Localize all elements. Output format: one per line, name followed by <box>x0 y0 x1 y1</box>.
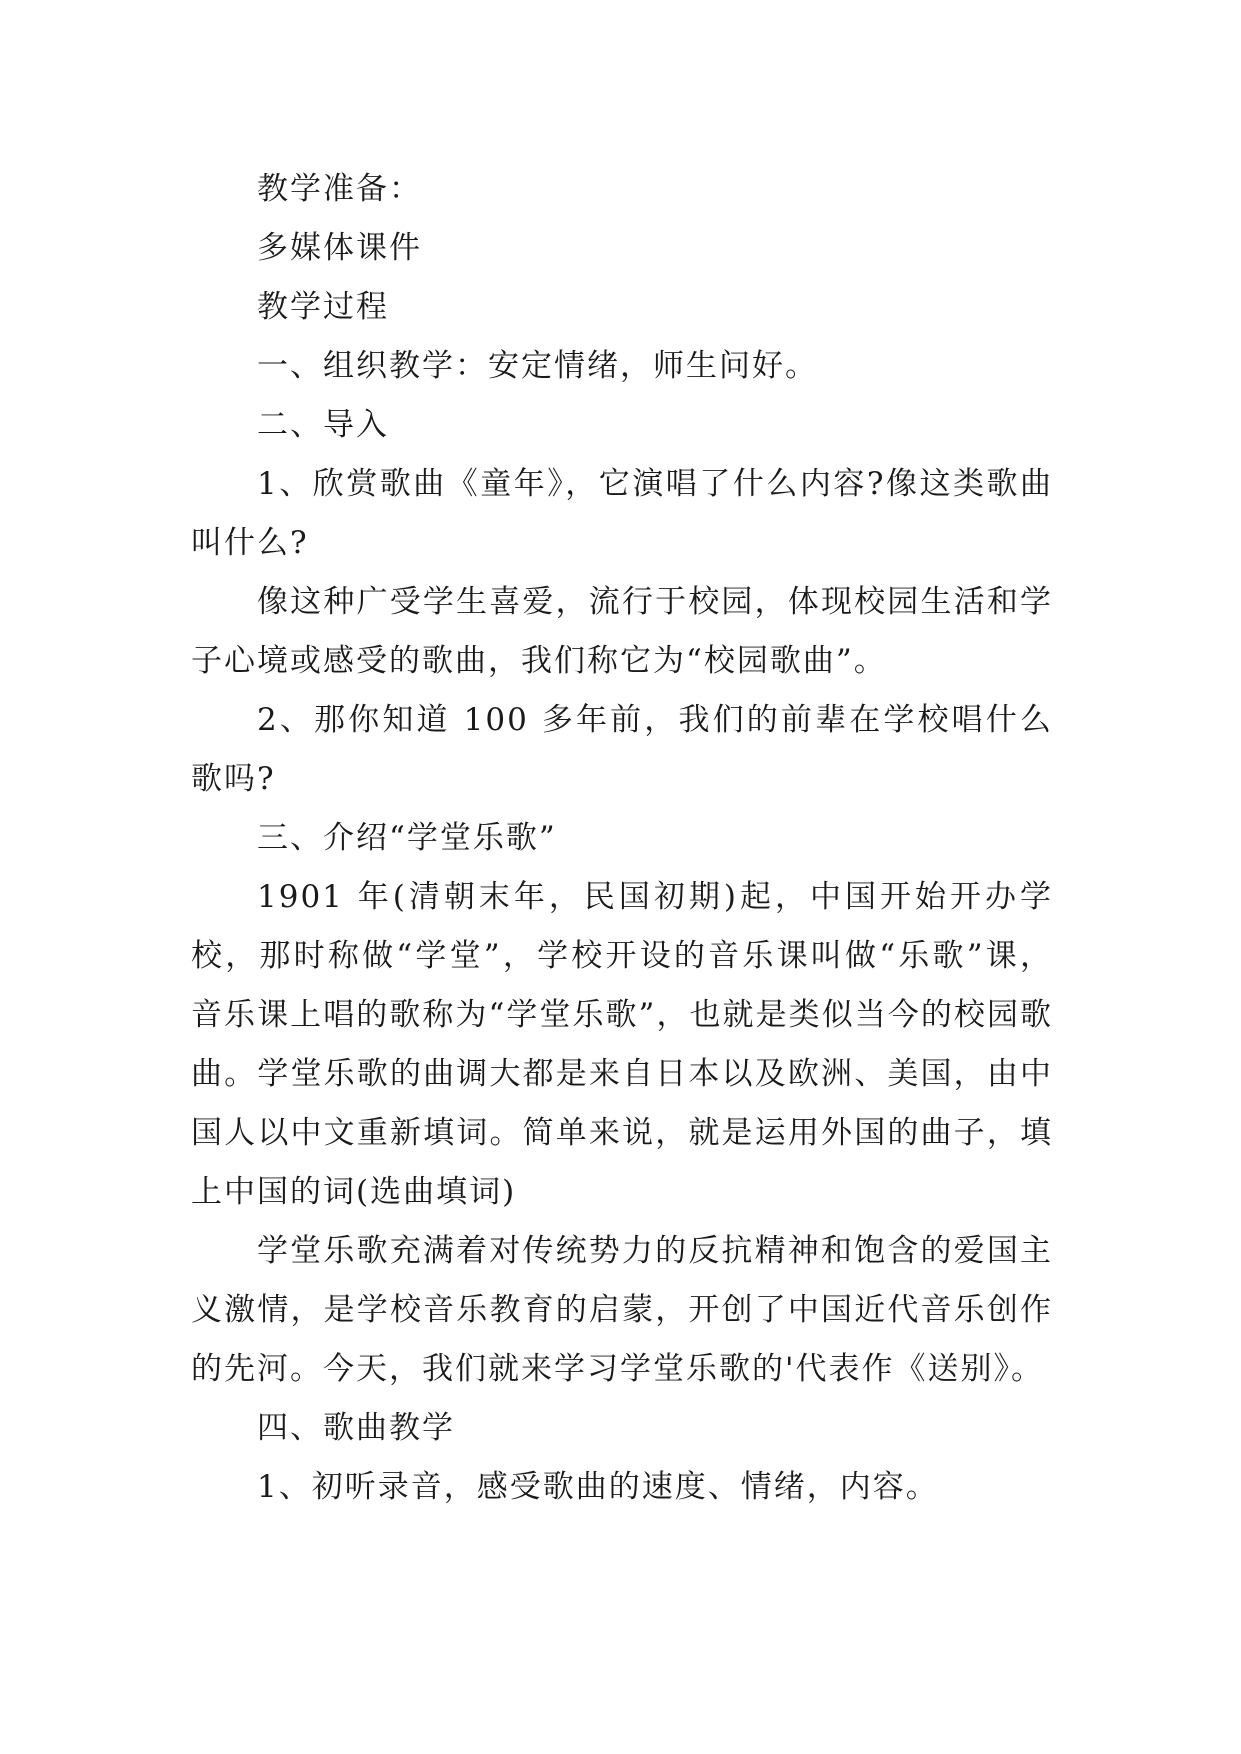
paragraph-teaching-preparation-heading: 教学准备： <box>257 171 422 207</box>
paragraph-item-1-childhood-song: 1、欣赏歌曲《童年》，它演唱了什么内容?像这类歌曲叫什么? <box>191 466 1053 561</box>
document-body <box>191 160 1053 1517</box>
paragraph-item-1-first-listen: 1、初听录音，感受歌曲的速度、情绪，内容。 <box>257 1469 939 1505</box>
paragraph-section-two: 二、导入 <box>257 407 389 443</box>
paragraph-school-song-history: 1901 年(清朝末年，民国初期)起，中国开始开办学校，那时称做“学堂”，学校开设的音乐课叫做“乐歌”课，音乐课上唱的歌称为“学堂乐歌”，也就是类似当今的校园歌曲。学堂乐歌的曲调大都是来自日本以及欧洲、美国，由中国人以中文重新填词。简单来说，就是运用外国的曲子，填上中国的词(选曲填词) <box>191 879 1053 1210</box>
paragraph-section-one: 一、组织教学：安定情绪，师生问好。 <box>257 348 818 384</box>
paragraph-item-2-100-years-ago: 2、那你知道 100 多年前，我们的前辈在学校唱什么歌吗? <box>191 702 1053 797</box>
paragraph-campus-song-definition: 像这种广受学生喜爱，流行于校园，体现校园生活和学子心境或感受的歌曲，我们称它为“校园歌曲”。 <box>191 584 1053 679</box>
paragraph-teaching-process-heading: 教学过程 <box>257 289 389 325</box>
paragraph-section-three: 三、介绍“学堂乐歌” <box>257 820 557 856</box>
paragraph-school-song-significance: 学堂乐歌充满着对传统势力的反抗精神和饱含的爱国主义激情，是学校音乐教育的启蒙，开创了中国近代音乐创作的先河。今天，我们就来学习学堂乐歌的'代表作《送别》。 <box>191 1233 1053 1387</box>
paragraph-multimedia-courseware: 多媒体课件 <box>257 230 422 266</box>
paragraph-section-four: 四、歌曲教学 <box>257 1410 455 1446</box>
